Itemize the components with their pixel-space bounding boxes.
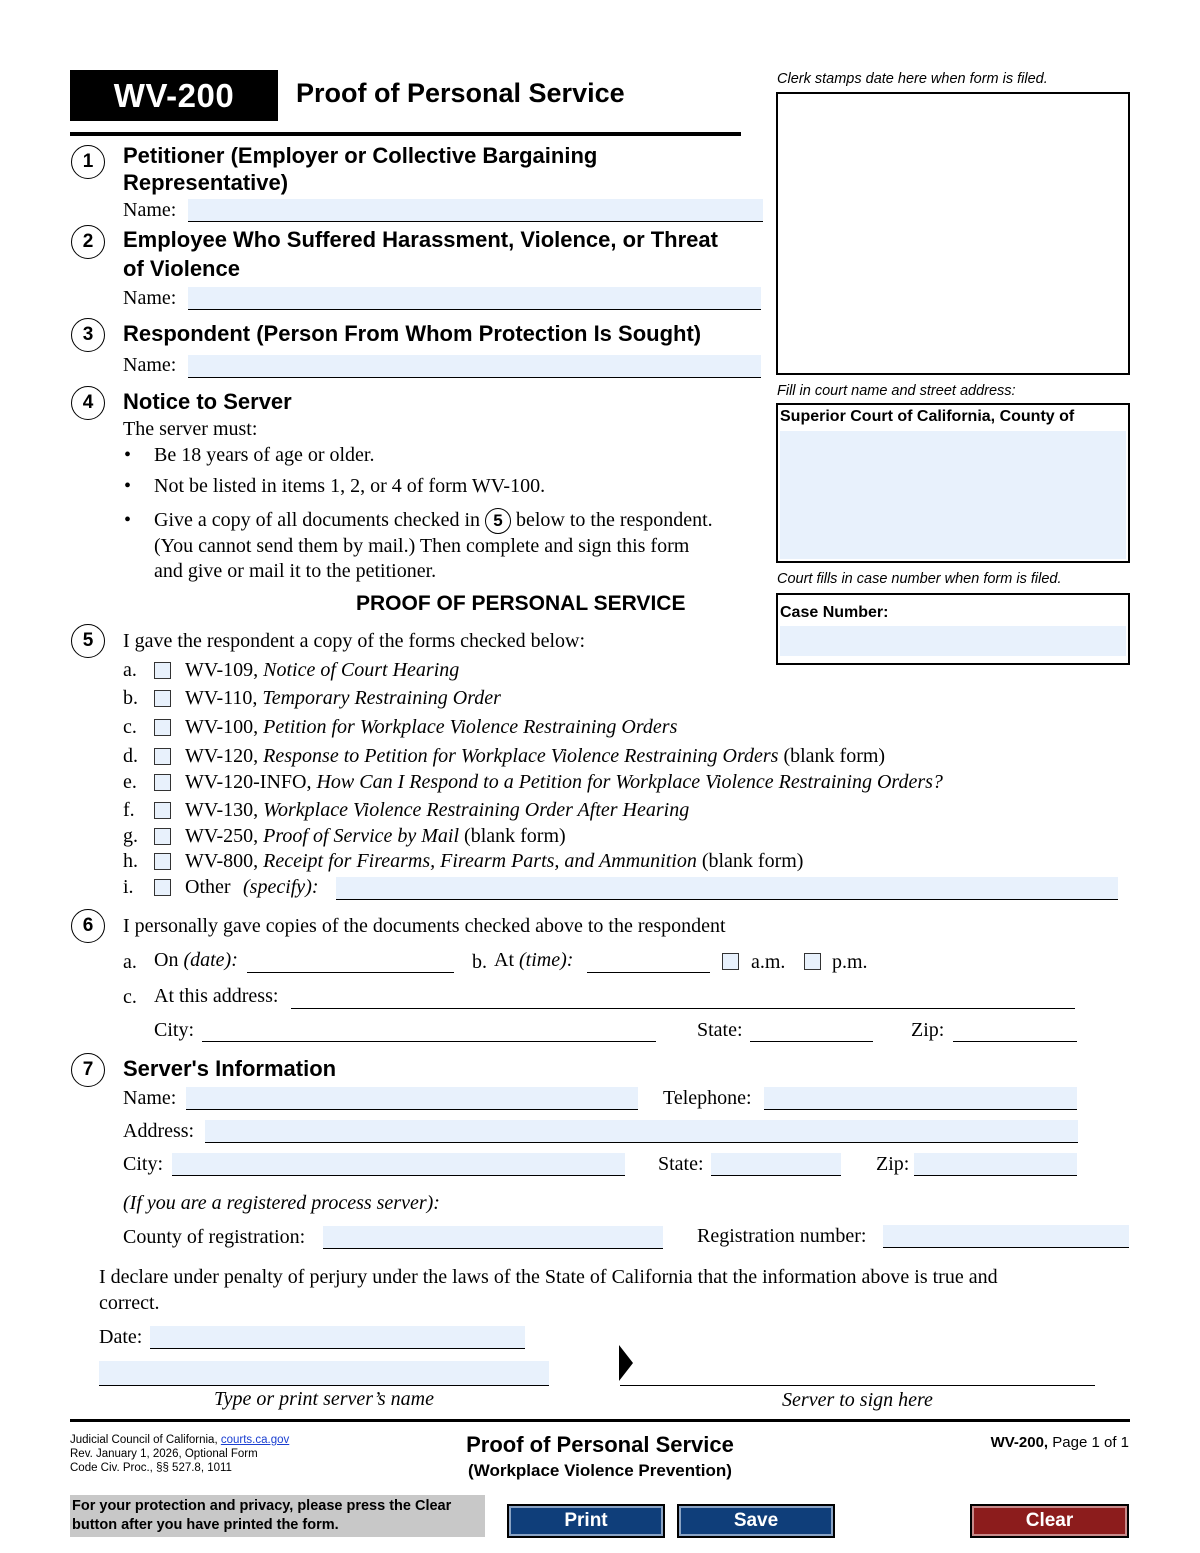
row-letter: d. bbox=[123, 745, 138, 767]
item-6a-label bbox=[154, 948, 238, 972]
item-4-bullet-3-line2: (You cannot send them by mail.) Then complete and sign this form bbox=[154, 535, 690, 557]
item-6b-letter: b. bbox=[472, 951, 487, 973]
sign-caption: Server to sign here bbox=[782, 1389, 933, 1411]
footer-council-line bbox=[70, 1433, 289, 1447]
form-code: WV-120, bbox=[185, 745, 264, 767]
row-letter: f. bbox=[123, 799, 135, 821]
form-code: WV-100, bbox=[185, 716, 264, 738]
declaration-line2: correct. bbox=[99, 1292, 160, 1314]
item-6-state-label: State: bbox=[697, 1019, 743, 1041]
item-3-number: 3 bbox=[71, 318, 105, 352]
server-printed-name-field[interactable] bbox=[99, 1361, 549, 1386]
row-letter: h. bbox=[123, 850, 138, 872]
form-title-italic: Receipt for Firearms, Firearm Parts, and Ammunition bbox=[263, 850, 697, 872]
courts-link[interactable]: courts.ca.gov bbox=[220, 1434, 290, 1446]
footer-page-number: Page 1 of 1 bbox=[1048, 1434, 1129, 1451]
item-4-bullet-1: Be 18 years of age or older. bbox=[154, 444, 375, 466]
item-2-heading-line1: Employee Who Suffered Harassment, Violence, or Threat bbox=[123, 227, 718, 252]
bullet-3: • bbox=[124, 509, 132, 531]
pm-checkbox[interactable] bbox=[804, 953, 821, 970]
row-letter: g. bbox=[123, 825, 138, 847]
respondent-name-field[interactable] bbox=[188, 355, 761, 378]
footer-revision: Rev. January 1, 2026, Optional Form bbox=[70, 1448, 258, 1460]
item-4-bullet-3-pre: Give a copy of all documents checked in bbox=[154, 509, 480, 531]
court-address-field[interactable] bbox=[780, 431, 1126, 559]
form-title-italic: Proof of Service by Mail bbox=[263, 825, 460, 847]
form-code: WV-109, bbox=[185, 659, 264, 681]
item-3-name-label: Name: bbox=[123, 354, 177, 376]
row-letter: c. bbox=[123, 716, 137, 738]
header-rule bbox=[70, 132, 741, 136]
signature-line[interactable] bbox=[620, 1385, 1095, 1386]
time-italic-label: (time): bbox=[519, 949, 574, 971]
item-5-ref-number: 5 bbox=[485, 508, 511, 534]
clerk-stamp-note: Clerk stamps date here when form is filed. bbox=[777, 71, 1048, 87]
case-number-box bbox=[776, 593, 1130, 665]
server-zip-field[interactable] bbox=[914, 1153, 1077, 1176]
item-7-number: 7 bbox=[71, 1053, 105, 1087]
checkbox-wv250[interactable] bbox=[154, 828, 171, 845]
checkbox-other[interactable] bbox=[154, 879, 171, 896]
item-5-intro: I gave the respondent a copy of the forms checked below: bbox=[123, 630, 586, 652]
save-button[interactable]: Save bbox=[677, 1504, 835, 1538]
form-row-d bbox=[123, 744, 886, 768]
form-code: WV-250, bbox=[185, 825, 264, 847]
server-phone-field[interactable] bbox=[764, 1087, 1077, 1110]
item-7-heading: Server's Information bbox=[123, 1056, 337, 1081]
other-specify-field[interactable] bbox=[336, 877, 1118, 900]
checkbox-wv120-info[interactable] bbox=[154, 774, 171, 791]
service-zip-field[interactable] bbox=[953, 1019, 1077, 1042]
item-6-zip-label: Zip: bbox=[911, 1019, 945, 1041]
court-name-note: Fill in court name and street address: bbox=[777, 383, 1016, 399]
am-checkbox[interactable] bbox=[722, 953, 739, 970]
form-suffix: (blank form) bbox=[778, 745, 886, 767]
service-time-field[interactable] bbox=[587, 950, 710, 973]
footer-title: Proof of Personal Service bbox=[466, 1432, 734, 1457]
item-6c-label: At this address: bbox=[154, 985, 279, 1007]
form-code: WV-800, bbox=[185, 850, 264, 872]
date-italic-label: (date): bbox=[183, 949, 238, 971]
item-2-number: 2 bbox=[71, 225, 105, 259]
server-name-field[interactable] bbox=[186, 1087, 638, 1110]
privacy-line1: For your protection and privacy, please press the Clear bbox=[72, 1498, 452, 1514]
footer-code: Code Civ. Proc., §§ 527.8, 1011 bbox=[70, 1462, 232, 1474]
declaration-date-label: Date: bbox=[99, 1326, 143, 1348]
footer-page bbox=[900, 1434, 1129, 1451]
item-1-name-label: Name: bbox=[123, 199, 177, 221]
form-title-italic: Petition for Workplace Violence Restraining Orders bbox=[263, 716, 678, 738]
am-label: a.m. bbox=[751, 951, 786, 973]
form-row-b bbox=[123, 686, 501, 710]
clerk-stamp-box bbox=[776, 92, 1130, 375]
server-city-field[interactable] bbox=[172, 1153, 625, 1176]
footer-source bbox=[70, 1433, 289, 1475]
case-number-label: Case Number: bbox=[780, 604, 889, 621]
case-number-field[interactable] bbox=[780, 626, 1126, 656]
row-letter: a. bbox=[123, 659, 137, 681]
form-title-italic: Response to Petition for Workplace Violence Restraining Orders bbox=[263, 745, 779, 767]
form-row-a bbox=[123, 658, 460, 682]
checkbox-wv110[interactable] bbox=[154, 690, 171, 707]
server-address-field[interactable] bbox=[205, 1120, 1078, 1143]
item-5-number: 5 bbox=[71, 624, 105, 658]
form-row-g bbox=[123, 824, 566, 848]
item-4-heading: Notice to Server bbox=[123, 389, 292, 414]
row-letter: i. bbox=[123, 876, 134, 898]
form-suffix: (blank form) bbox=[696, 850, 804, 872]
form-title-italic: Workplace Violence Restraining Order After Hearing bbox=[263, 799, 690, 821]
print-name-caption: Type or print server’s name bbox=[214, 1388, 434, 1410]
server-state-label: State: bbox=[658, 1153, 704, 1175]
checkbox-wv109[interactable] bbox=[154, 662, 171, 679]
other-specify-label: (specify): bbox=[243, 876, 319, 898]
form-row-c bbox=[123, 715, 678, 739]
server-state-field[interactable] bbox=[711, 1153, 841, 1176]
form-code: WV-130, bbox=[185, 799, 264, 821]
form-title-italic: Notice of Court Hearing bbox=[263, 659, 460, 681]
footer-form-number: WV-200, bbox=[990, 1434, 1049, 1451]
sign-arrow-icon bbox=[619, 1345, 635, 1381]
service-state-field[interactable] bbox=[750, 1019, 873, 1042]
footer-rule bbox=[70, 1419, 1130, 1422]
form-number-badge: WV-200 bbox=[70, 70, 278, 121]
item-4-number: 4 bbox=[71, 386, 105, 420]
server-zip-label: Zip: bbox=[876, 1153, 910, 1175]
registration-number-field[interactable] bbox=[883, 1225, 1129, 1248]
form-code: WV-120-INFO, bbox=[185, 771, 317, 793]
server-city-label: City: bbox=[123, 1153, 164, 1175]
item-4-bullet-3 bbox=[154, 508, 713, 534]
service-date-field[interactable] bbox=[247, 950, 454, 973]
court-name-label: Superior Court of California, County of bbox=[780, 408, 1075, 425]
case-number-note: Court fills in case number when form is filed. bbox=[777, 571, 1062, 587]
row-letter: e. bbox=[123, 771, 137, 793]
item-6-city-label: City: bbox=[154, 1019, 195, 1041]
item-1-heading-line1: Petitioner (Employer or Collective Bargaining bbox=[123, 143, 598, 168]
footer-council: Judicial Council of California, bbox=[70, 1434, 221, 1446]
item-1-heading-line2: Representative) bbox=[123, 170, 289, 195]
item-3-heading: Respondent (Person From Whom Protection Is Sought) bbox=[123, 321, 702, 346]
print-button[interactable]: Print bbox=[507, 1504, 665, 1538]
privacy-line2: button after you have printed the form. bbox=[72, 1517, 339, 1533]
item-6-intro: I personally gave copies of the documents checked above to the respondent bbox=[123, 915, 726, 937]
form-suffix: (blank form) bbox=[459, 825, 566, 847]
form-title: Proof of Personal Service bbox=[296, 78, 625, 108]
court-name-box bbox=[776, 403, 1130, 563]
section-title: PROOF OF PERSONAL SERVICE bbox=[356, 592, 686, 615]
item-6b-label bbox=[494, 948, 573, 972]
server-name-label: Name: bbox=[123, 1087, 177, 1109]
privacy-notice bbox=[70, 1495, 485, 1537]
item-1-number: 1 bbox=[71, 145, 105, 179]
other-label: Other bbox=[185, 876, 231, 898]
at-label: At bbox=[494, 949, 514, 971]
form-title-italic: Temporary Restraining Order bbox=[262, 687, 501, 709]
declaration-date-field[interactable] bbox=[150, 1326, 525, 1349]
form-title-italic: How Can I Respond to a Petition for Workplace Violence Restraining Orders? bbox=[316, 771, 943, 793]
checkbox-wv120[interactable] bbox=[154, 748, 171, 765]
item-6c-letter: c. bbox=[123, 986, 137, 1008]
checkbox-wv130[interactable] bbox=[154, 802, 171, 819]
item-6-number: 6 bbox=[71, 909, 105, 943]
item-2-heading-line2: of Violence bbox=[123, 256, 240, 281]
registration-number-label: Registration number: bbox=[697, 1225, 867, 1247]
server-address-label: Address: bbox=[123, 1120, 195, 1142]
service-city-field[interactable] bbox=[202, 1019, 656, 1042]
form-row-f bbox=[123, 798, 690, 822]
clear-button[interactable]: Clear bbox=[970, 1504, 1129, 1538]
county-registration-label: County of registration: bbox=[123, 1226, 306, 1248]
registered-server-note: (If you are a registered process server): bbox=[123, 1192, 440, 1214]
declaration-line1: I declare under penalty of perjury under the laws of the State of California that the information above is true and bbox=[99, 1266, 998, 1288]
form-row-h bbox=[123, 849, 804, 873]
petitioner-name-field[interactable] bbox=[188, 199, 763, 222]
form-code: WV-110, bbox=[185, 687, 263, 709]
county-registration-field[interactable] bbox=[323, 1226, 663, 1249]
item-4-bullet-2: Not be listed in items 1, 2, or 4 of form WV-100. bbox=[154, 475, 546, 497]
server-phone-label: Telephone: bbox=[663, 1087, 752, 1109]
item-6a-letter: a. bbox=[123, 951, 137, 973]
item-4-bullet-3-line3: and give or mail it to the petitioner. bbox=[154, 560, 437, 582]
bullet-1: • bbox=[124, 444, 132, 466]
footer-subtitle: (Workplace Violence Prevention) bbox=[468, 1461, 732, 1480]
employee-name-field[interactable] bbox=[188, 287, 761, 310]
form-row-i bbox=[123, 875, 319, 899]
checkbox-wv100[interactable] bbox=[154, 719, 171, 736]
pm-label: p.m. bbox=[832, 951, 868, 973]
bullet-2: • bbox=[124, 475, 132, 497]
on-label: On bbox=[154, 949, 179, 971]
checkbox-wv800[interactable] bbox=[154, 853, 171, 870]
row-letter: b. bbox=[123, 687, 138, 709]
service-address-field[interactable] bbox=[291, 986, 1075, 1009]
form-row-e bbox=[123, 770, 943, 794]
item-4-bullet-3-post: below to the respondent. bbox=[516, 509, 713, 531]
item-4-intro: The server must: bbox=[123, 418, 258, 440]
item-2-name-label: Name: bbox=[123, 287, 177, 309]
